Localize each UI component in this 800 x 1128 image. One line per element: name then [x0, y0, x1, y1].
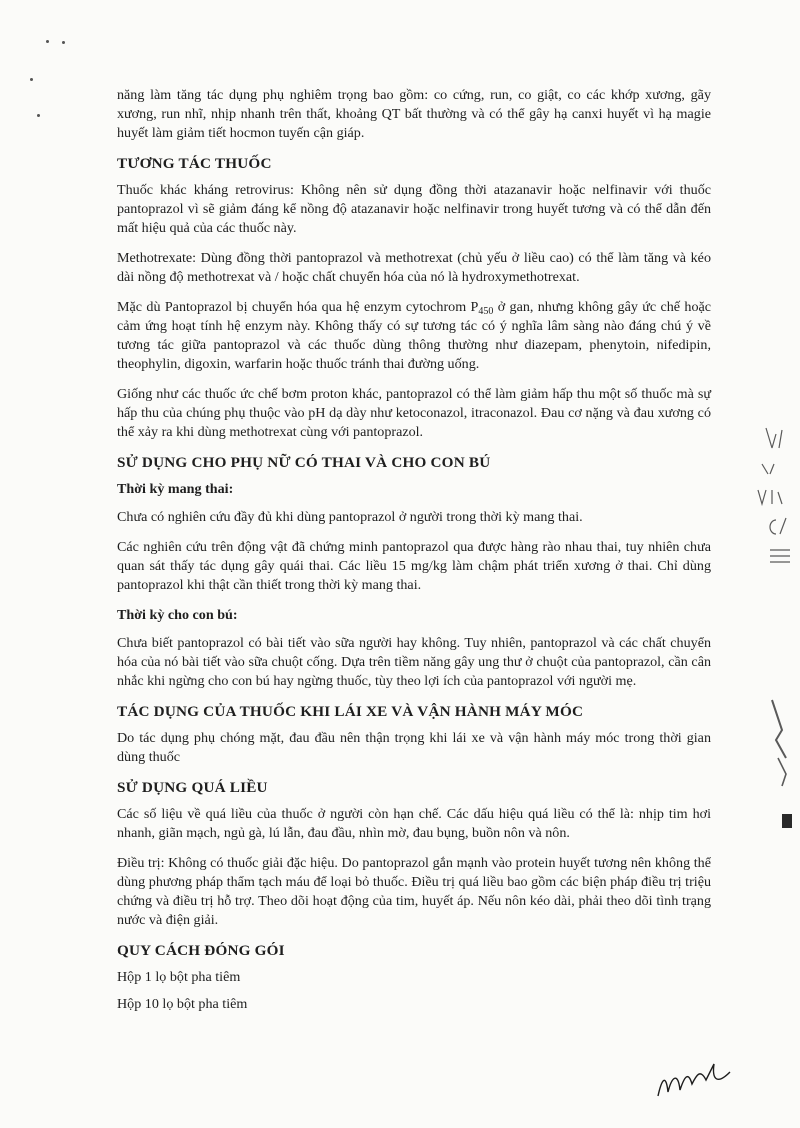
interactions-paragraph-4: Giống như các thuốc ức chế bơm proton khác, pantoprazol có thể làm giảm hấp thu một số thuốc mà sự hấp thu của chúng phụ thuộc vào pH dạ dày như ketoconazol, itraconazol. Đau cơ nặng và đau xương có thể xảy ra khi dùng methotrexat cùng với pantoprazol. — [117, 386, 711, 440]
scan-speck — [46, 40, 49, 43]
stamp-fragment-edge — [752, 420, 800, 840]
scan-speck — [62, 41, 65, 44]
p3-subscript: 450 — [478, 306, 494, 317]
p3-text-pre: Mặc dù Pantoprazol bị chuyển hóa qua hệ enzym cytochrom P — [117, 299, 479, 315]
section-heading-interactions: TƯƠNG TÁC THUỐC — [117, 155, 272, 172]
intro-paragraph: năng làm tăng tác dụng phụ nghiêm trọng bao gồm: co cứng, run, co giật, co các khớp xương, gãy xương, run nhĩ, nhịp nhanh trên thất, khoảng QT bất thường và có thể gây hạ canxi huyết vì hạ magie huyết làm giảm tiết hocmon tuyến cận giáp. — [117, 87, 711, 141]
overdose-paragraph-1: Các số liệu về quá liều của thuốc ở người còn hạn chế. Các dấu hiệu quá liều có thể là: nhịp tim hơi nhanh, giãn mạch, ngủ gà, lú lẫn, đau đầu, nhìn mờ, đau bụng, buồn nôn và nôn. — [117, 806, 711, 841]
packaging-item: Hộp 10 lọ bột pha tiêm — [117, 996, 248, 1012]
section-heading-pregnancy: SỬ DỤNG CHO PHỤ NỮ CÓ THAI VÀ CHO CON BÚ — [117, 454, 491, 471]
subheading-breastfeeding: Thời kỳ cho con bú: — [117, 607, 238, 623]
section-heading-overdose: SỬ DỤNG QUÁ LIỀU — [117, 779, 268, 796]
interactions-paragraph-2: Methotrexate: Dùng đồng thời pantoprazol và methotrexat (chủ yếu ở liều cao) có thể làm tăng và kéo dài nồng độ methotrexat và / hoặc chất chuyển hóa của nó là hydroxymethotrexat. — [117, 250, 711, 285]
pregnancy-paragraph-2: Các nghiên cứu trên động vật đã chứng minh pantoprazol qua được hàng rào nhau thai, tuy nhiên chưa quan sát thấy tác dụng gây quái thai. Các liều 15 mg/kg làm chậm phát triển xương ở thai. Chỉ dùng pantoprazol khi thật cần thiết trong thời kỳ mang thai. — [117, 539, 711, 593]
interactions-paragraph-3 — [117, 298, 711, 374]
scan-speck — [37, 114, 40, 117]
packaging-item: Hộp 1 lọ bột pha tiêm — [117, 969, 241, 985]
driving-paragraph: Do tác dụng phụ chóng mặt, đau đầu nên thận trọng khi lái xe và vận hành máy móc trong thời gian dùng thuốc — [117, 730, 711, 765]
breastfeeding-paragraph: Chưa biết pantoprazol có bài tiết vào sữa người hay không. Tuy nhiên, pantoprazol và các chất chuyển hóa của nó bài tiết vào sữa chuột cống. Dựa trên tiềm năng gây ung thư ở chuột của pantoprazol, cần cân nhắc khi ngừng cho con bú hay ngừng thuốc, tùy theo lợi ích của pantoprazol với người mẹ. — [117, 635, 711, 689]
p3-text-post: ở gan, nhưng không gây ức chế hoặc cảm ứng hoạt tính hệ enzym này. Không thấy có sự tương tác có ý nghĩa lâm sàng nào đáng chú ý về tương tác giữa pantoprazol và các thuốc dùng thông thường như diazepam, phenytoin, nifedipin, theophylin, digoxin, warfarin hoặc thuốc tránh thai đường uống. — [117, 299, 711, 372]
interactions-paragraph-1: Thuốc khác kháng retrovirus: Không nên sử dụng đồng thời atazanavir hoặc nelfinavir với thuốc pantoprazol vì sẽ giảm đáng kể nồng độ atazanavir hoặc nelfinavir trong huyết tương và có thể dẫn đến mất hiệu quả của các thuốc này. — [117, 182, 711, 236]
pregnancy-paragraph-1: Chưa có nghiên cứu đầy đủ khi dùng pantoprazol ở người trong thời kỳ mang thai. — [117, 509, 583, 525]
scan-speck — [30, 78, 33, 81]
document-page — [117, 86, 711, 1022]
signature-icon — [652, 1058, 732, 1102]
subheading-pregnancy: Thời kỳ mang thai: — [117, 481, 234, 497]
section-heading-driving: TÁC DỤNG CỦA THUỐC KHI LÁI XE VÀ VẬN HÀNH MÁY MÓC — [117, 703, 584, 720]
overdose-paragraph-2: Điều trị: Không có thuốc giải đặc hiệu. Do pantoprazol gắn mạnh vào protein huyết tương nên không thể dùng phương pháp thẩm tạch máu để loại bỏ thuốc. Điều trị quá liều bao gồm các biện pháp điều trị triệu chứng và điều trị hỗ trợ. Theo dõi hoạt động của tim, huyết áp. Nếu nôn kéo dài, phải theo dõi tình trạng nước và điện giải. — [117, 855, 711, 928]
section-heading-packaging: QUY CÁCH ĐÓNG GÓI — [117, 942, 285, 959]
